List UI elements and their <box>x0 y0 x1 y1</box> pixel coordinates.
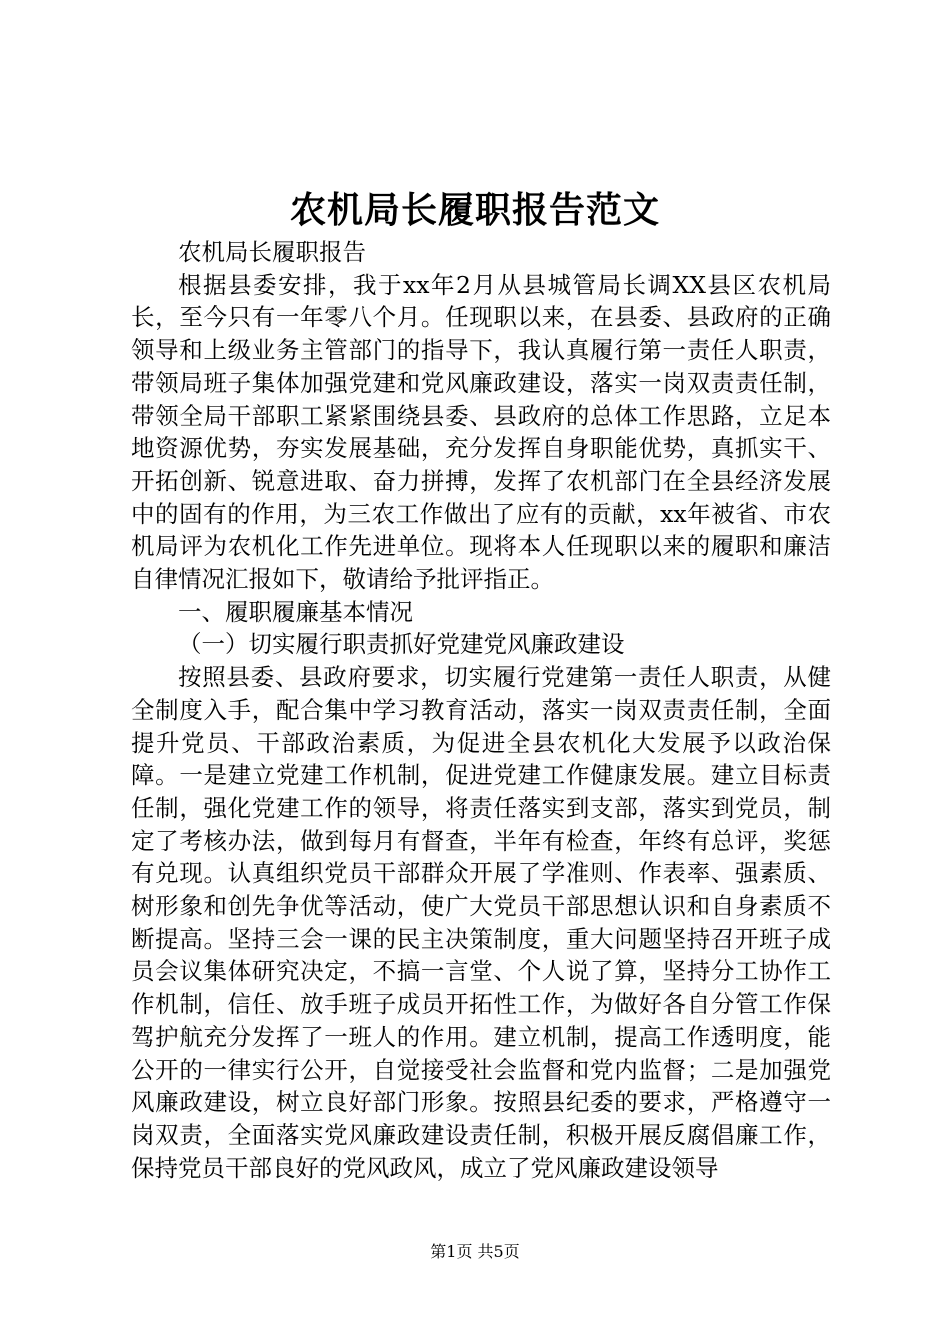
document-title: 农机局长履职报告范文 <box>289 189 660 231</box>
paragraph-party-building: 按照县委、县政府要求，切实履行党建第一责任人职责，从健全制度入手，配合集中学习教育活动，落实一岗双责责任制，全面提升党员、干部政治素质，为促进全县农机化大发展予以政治保障。一是建立党建工作机制，促进党建工作健康发展。建立目标责任制，强化党建工作的领导，将责任落实到支部，落实到党员，制定了考核办法，做到每月有督查，半年有检查，年终有总评，奖惩有兑现。认真组织党员干部群众开展了学准则、作表率、强素质、树形象和创先争优等活动，使广大党员干部思想认识和自身素质不断提高。坚持三会一课的民主决策制度，重大问题坚持召开班子成员会议集体研究决定，不搞一言堂、个人说了算，坚持分工协作工作机制，信任、放手班子成员开拓性工作，为做好各自分管工作保驾护航充分发挥了一班人的作用。建立机制，提高工作透明度，能公开的一律实行公开，自觉接受社会监督和党内监督；二是加强党风廉政建设，树立良好部门形象。按照县纪委的要求，严格遵守一岗双责，全面落实党风廉政建设责任制，积极开展反腐倡廉工作，保持党员干部良好的党风政风，成立了党风廉政建设领导 <box>131 663 831 1182</box>
page-footer: 第1页 共5页 <box>430 1242 520 1261</box>
document-body <box>131 236 831 1184</box>
section-heading: 一、履职履廉基本情况 <box>178 597 413 626</box>
subsection-heading: （一）切实履行职责抓好党建党风廉政建设 <box>178 630 625 659</box>
paragraph-intro: 根据县委安排，我于xx年2月从县城管局长调XX县区农机局长，至今只有一年零八个月。任现职以来，在县委、县政府的正确领导和上级业务主管部门的指导下，我认真履行第一责任人职责，带领局班子集体加强党建和党风廉政建设，落实一岗双责责任制，带领全局干部职工紧紧围绕县委、县政府的总体工作思路，立足本地资源优势，夯实发展基础，充分发挥自身职能优势，真抓实干、开拓创新、锐意进取、奋力拼搏，发挥了农机部门在全县经济发展中的固有的作用，为三农工作做出了应有的贡献，xx年被省、市农机局评为农机化工作先进单位。现将本人任现职以来的履职和廉洁自律情况汇报如下，敬请给予批评指正。 <box>131 270 831 594</box>
paragraph-subtitle: 农机局长履职报告 <box>178 238 366 266</box>
